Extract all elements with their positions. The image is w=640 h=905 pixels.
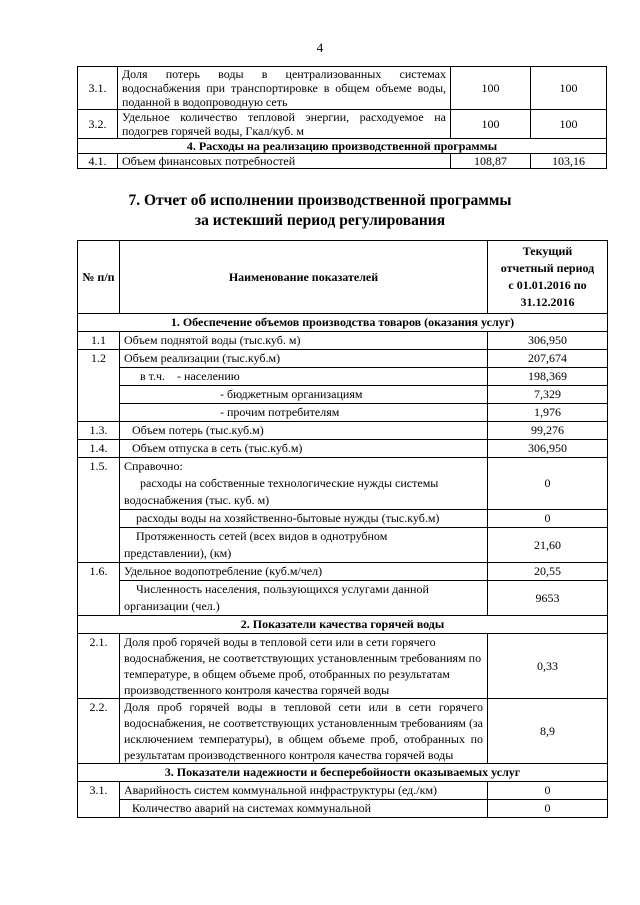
table-row	[78, 368, 608, 386]
row-text-line: Протяженность сетей (всех видов в однотрубном	[136, 529, 388, 543]
table-header-row	[78, 241, 608, 314]
program-table-continuation	[77, 66, 607, 169]
row-value: 100	[451, 67, 531, 110]
header-name: Наименование показателей	[120, 241, 488, 314]
row-text: - прочим потребителям	[120, 404, 488, 422]
report-table	[77, 240, 608, 818]
section-title: 3. Показатели надежности и бесперебойности оказываемых услуг	[78, 764, 608, 782]
header-number: № п/п	[78, 241, 120, 314]
row-text	[120, 475, 488, 510]
table-row	[78, 440, 608, 458]
section-title: 2. Показатели качества горячей воды	[78, 616, 608, 634]
row-text-line: Численность населения, пользующихся услугами данной	[136, 582, 429, 596]
table-row	[78, 528, 608, 563]
row-text: Удельное количество тепловой энергии, расходуемое на подогрев горячей воды, Гкал/куб. м	[118, 110, 451, 139]
row-text: Объем отпуска в сеть (тыс.куб.м)	[120, 440, 488, 458]
row-text: Доля проб горячей воды в тепловой сети или в сети горячего водоснабжения, не соответствующих установленным требованиям (за исключением температуры), в общем объеме проб, отобранных по результатам производственного контроля качества горячей воды	[120, 699, 488, 764]
row-value: 100	[451, 110, 531, 139]
row-text: Удельное водопотребление (куб.м/чел)	[120, 563, 488, 581]
row-text	[120, 368, 488, 386]
section-title: 4. Расходы на реализацию производственной программы	[78, 139, 607, 154]
table-row	[78, 350, 608, 368]
row-text-line: расходы на собственные технологические нужды системы	[140, 476, 439, 490]
row-text: Объем поднятой воды (тыс.куб. м)	[120, 332, 488, 350]
row-text: Аварийность систем коммунальной инфраструктуры (ед./км)	[120, 782, 488, 800]
table-row	[78, 386, 608, 404]
section-header-row	[78, 314, 608, 332]
row-value: 1,976	[488, 404, 608, 422]
row-text: Объем финансовых потребностей	[118, 154, 451, 169]
row-text: Справочно:	[120, 458, 488, 476]
table-row	[78, 110, 607, 139]
row-text-line: водоснабжения (тыс. куб. м)	[124, 493, 270, 507]
table-row	[78, 422, 608, 440]
table-row	[78, 67, 607, 110]
row-value: 103,16	[531, 154, 607, 169]
row-text: Объем реализации (тыс.куб.м)	[120, 350, 488, 368]
table-row	[78, 404, 608, 422]
row-value: 108,87	[451, 154, 531, 169]
row-value: 0,33	[488, 634, 608, 699]
row-prefix: в т.ч.	[140, 369, 166, 383]
row-number: 3.1.	[78, 782, 120, 818]
header-line: 31.12.2016	[520, 295, 575, 309]
row-number: 1.6.	[78, 563, 120, 616]
row-number: 2.1.	[78, 634, 120, 699]
row-text	[120, 581, 488, 616]
table-row	[78, 563, 608, 581]
header-line: с 01.01.2016 по	[508, 278, 587, 292]
row-value: 99,276	[488, 422, 608, 440]
row-value: 9653	[488, 581, 608, 616]
section-header-row	[78, 139, 607, 154]
section-header-row	[78, 764, 608, 782]
table-row	[78, 800, 608, 818]
row-number: 1.4.	[78, 440, 120, 458]
row-text: Объем потерь (тыс.куб.м)	[120, 422, 488, 440]
row-text: Доля проб горячей воды в тепловой сети или в сети горячего водоснабжения, не соответствующих установленным требованиям по температуре, в общем объеме проб, отобранных по результатам производственного контроля качества горячей воды	[120, 634, 488, 699]
row-number: 1.2	[78, 350, 120, 422]
report-title	[0, 191, 640, 231]
row-value: 7,329	[488, 386, 608, 404]
row-value: 0	[488, 800, 608, 818]
report-title-line: за истекший период регулирования	[194, 212, 446, 229]
row-value: 8,9	[488, 699, 608, 764]
table-row	[78, 332, 608, 350]
row-number: 3.1.	[78, 67, 118, 110]
row-text: Доля потерь воды в централизованных системах водоснабжения при транспортировке в общем объеме воды, поданной в водопроводную сеть	[118, 67, 451, 110]
table-row	[78, 634, 608, 699]
row-value: 100	[531, 67, 607, 110]
header-line: Текущий	[522, 244, 573, 258]
header-current-period	[488, 241, 608, 314]
table-row	[78, 458, 608, 476]
row-text: - бюджетным организациям	[120, 386, 488, 404]
table-row	[78, 581, 608, 616]
section-header-row	[78, 616, 608, 634]
row-value: 0	[488, 510, 608, 528]
row-number: 1.5.	[78, 458, 120, 563]
row-value: 306,950	[488, 332, 608, 350]
header-line: отчетный период	[500, 261, 595, 275]
row-value: 306,950	[488, 440, 608, 458]
row-text: расходы воды на хозяйственно-бытовые нужды (тыс.куб.м)	[120, 510, 488, 528]
row-value: 0	[488, 782, 608, 800]
row-value: 21,60	[488, 528, 608, 563]
row-value: 198,369	[488, 368, 608, 386]
row-text-line: организации (чел.)	[124, 599, 220, 613]
row-value-text: 0	[544, 476, 551, 490]
row-subitem: - населению	[177, 369, 240, 383]
row-number: 1.3.	[78, 422, 120, 440]
row-value: 207,674	[488, 350, 608, 368]
report-title-line: 7. Отчет об исполнении производственной программы	[128, 192, 512, 209]
table-row	[78, 510, 608, 528]
table-row	[78, 699, 608, 764]
row-text-line: представлении), (км)	[124, 546, 232, 560]
row-number: 3.2.	[78, 110, 118, 139]
row-number: 4.1.	[78, 154, 118, 169]
row-text: Количество аварий на системах коммунальной	[120, 800, 488, 818]
page-number: 4	[316, 40, 324, 55]
row-text	[120, 528, 488, 563]
table-row	[78, 154, 607, 169]
row-value: 20,55	[488, 563, 608, 581]
row-number: 2.2.	[78, 699, 120, 764]
table-row	[78, 782, 608, 800]
row-value	[488, 458, 608, 510]
row-number: 1.1	[78, 332, 120, 350]
section-title: 1. Обеспечение объемов производства товаров (оказания услуг)	[78, 314, 608, 332]
row-value: 100	[531, 110, 607, 139]
